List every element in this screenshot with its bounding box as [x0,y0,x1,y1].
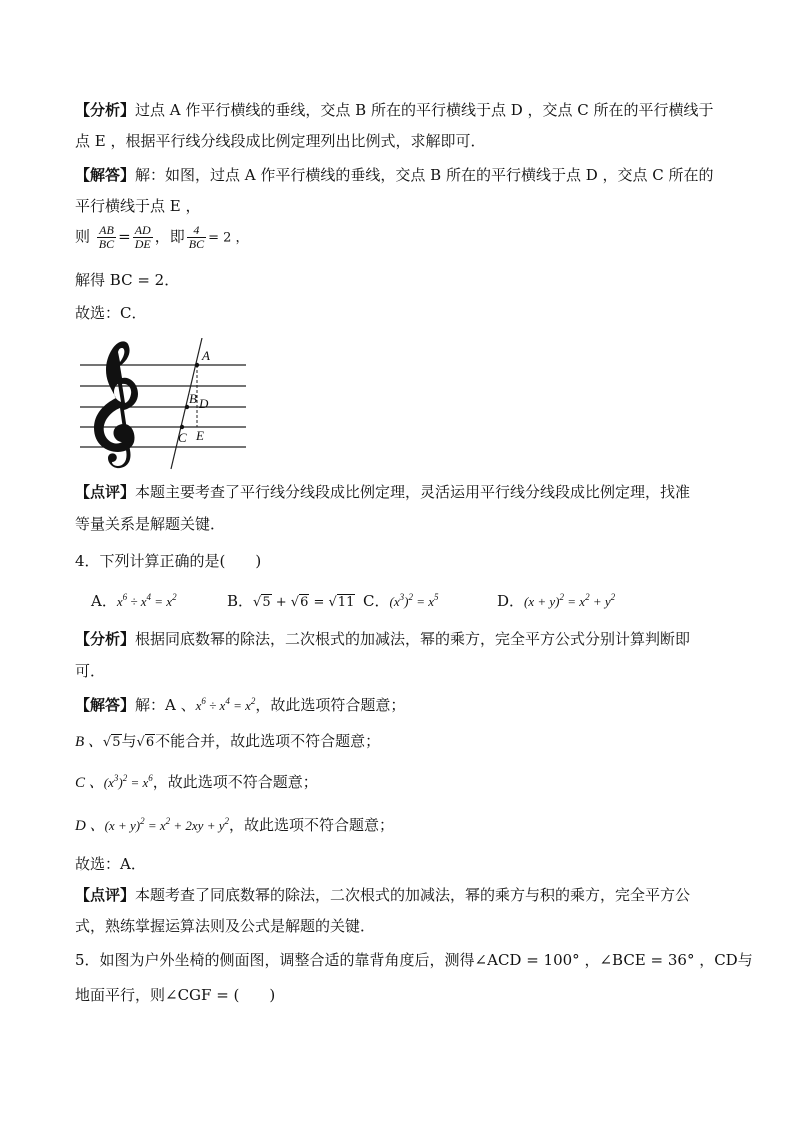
q3-analysis-line-2: 点 E ，根据平行线分线段成比例定理列出比例式，求解即可． [75,132,486,150]
option-c[interactable] [363,592,497,611]
option-b-label: B． [227,592,254,610]
q4-review-line-1 [75,886,690,905]
option-d[interactable] [497,592,615,611]
transversal-line [171,338,202,469]
fraction-numerator: AB [97,224,116,238]
option-a[interactable] [91,592,227,611]
answer-text: 解：如图，过点 A 作平行横线的垂线，交点 B 所在的平行横线于点 D ，交点 C 所在的 [135,166,714,184]
q3-solve-line: 解得 BC = 2． [75,271,180,289]
answer-b-suffix: 不能合并，故此选项不符合题意； [155,732,381,750]
answer-c-formula: $(x^3)^2 = x^6$ [103,773,153,790]
q4-answer-c [75,773,318,793]
then-text: 则 [75,227,91,246]
fraction-denominator: DE [134,237,151,252]
q4-analysis-line-1 [75,630,690,649]
sqrt-5: √5 [102,735,121,750]
q4-answer-a [75,696,405,715]
option-c-formula: $(x^3)^2 = x^5$ [389,592,439,609]
option-a-label: A． [91,592,117,610]
fraction-ad-de [133,224,153,251]
analysis-text: 根据同底数幂的除法，二次根式的加减法，幂的乘方，完全平方公式分别计算判断即 [135,630,691,648]
answer-tag: 【解答】 [75,166,136,184]
q4-choose-line: 故选：A． [75,855,146,873]
answer-b-mid: 与 [121,732,137,750]
option-b-formula: √5 + √6 = √11 [253,595,355,610]
q3-review-line-2: 等量关系是解题关键． [75,515,226,533]
label-e: E [196,428,204,443]
fraction-4-bc [187,224,206,251]
answer-c-suffix: ，故此选项不符合题意； [152,773,318,791]
option-d-formula: $(x + y)^2 = x^2 + y^2$ [524,592,616,609]
answer-b-prefix: B 、 [75,734,103,750]
q3-ratio-line [75,224,249,251]
option-d-label: D． [497,592,525,610]
label-c: C [178,430,187,445]
answer-c-prefix: C 、 [75,775,104,791]
review-text: 本题主要考查了平行线分线段成比例定理，灵活运用平行线分线段成比例定理，找准 [135,483,691,501]
q3-analysis-line-1 [75,101,714,120]
equals-two: = 2 ， [208,230,249,246]
q4-answer-b [75,732,380,752]
q3-answer-line-1 [75,166,714,185]
option-c-label: C． [363,592,390,610]
q5-stem-line-2: 地面平行，则∠CGF = ( ) [75,986,276,1004]
label-d: D [199,396,209,411]
fraction-ab-bc [97,224,116,251]
answer-a-suffix: ，故此选项符合题意； [255,696,406,714]
review-tag: 【点评】 [75,483,136,501]
sqrt-6: √6 [136,735,155,750]
option-b[interactable] [227,592,363,611]
q3-review-line-1 [75,483,690,502]
treble-clef-icon [94,341,138,468]
option-a-formula: $x^6 \div x^4 = x^2$ [116,592,177,609]
review-tag: 【点评】 [75,886,136,904]
answer-a-formula: $x^6 \div x^4 = x^2$ [195,696,256,713]
equals-sign: = [118,227,131,246]
answer-tag: 【解答】 [75,696,136,714]
answer-d-formula: $(x + y)^2 = x^2 + 2xy + y^2$ [104,816,229,833]
ji-text: ，即 [154,227,185,246]
q3-choose-line: 故选：C． [75,304,147,322]
staff-figure [76,338,252,470]
fraction-numerator: 4 [187,224,206,238]
fraction-denominator: BC [188,237,205,252]
q4-options [91,592,615,611]
answer-d-prefix: D 、 [75,818,105,834]
analysis-text: 过点 A 作平行横线的垂线，交点 B 所在的平行横线于点 D ，交点 C 所在的平行横线于 [135,101,714,119]
q4-analysis-line-2: 可． [75,662,106,680]
answer-d-suffix: ，故此选项不符合题意； [228,816,394,834]
point-a [195,363,199,367]
label-b: B [189,391,197,406]
label-a: A [202,348,210,363]
fraction-numerator: AD [134,223,151,237]
q5-stem-line-1: 5．如图为户外坐椅的侧面图，调整合适的靠背角度后，测得∠ACD = 100° ，∠BCE = 36° ，CD与 [75,951,753,969]
q4-stem: 4．下列计算正确的是( ) [75,552,262,570]
point-c [180,425,184,429]
fraction-denominator: BC [98,237,115,252]
answer-a-prefix: 解：A 、 [135,696,196,714]
analysis-tag: 【分析】 [75,630,136,648]
q4-answer-d [75,816,394,836]
q4-review-line-2: 式，熟练掌握运算法则及公式是解题的关键． [75,917,376,935]
analysis-tag: 【分析】 [75,101,136,119]
review-text: 本题考查了同底数幂的除法，二次根式的加减法，幂的乘方与积的乘方，完全平方公 [135,886,691,904]
q3-answer-line-2: 平行横线于点 E ， [75,197,201,215]
